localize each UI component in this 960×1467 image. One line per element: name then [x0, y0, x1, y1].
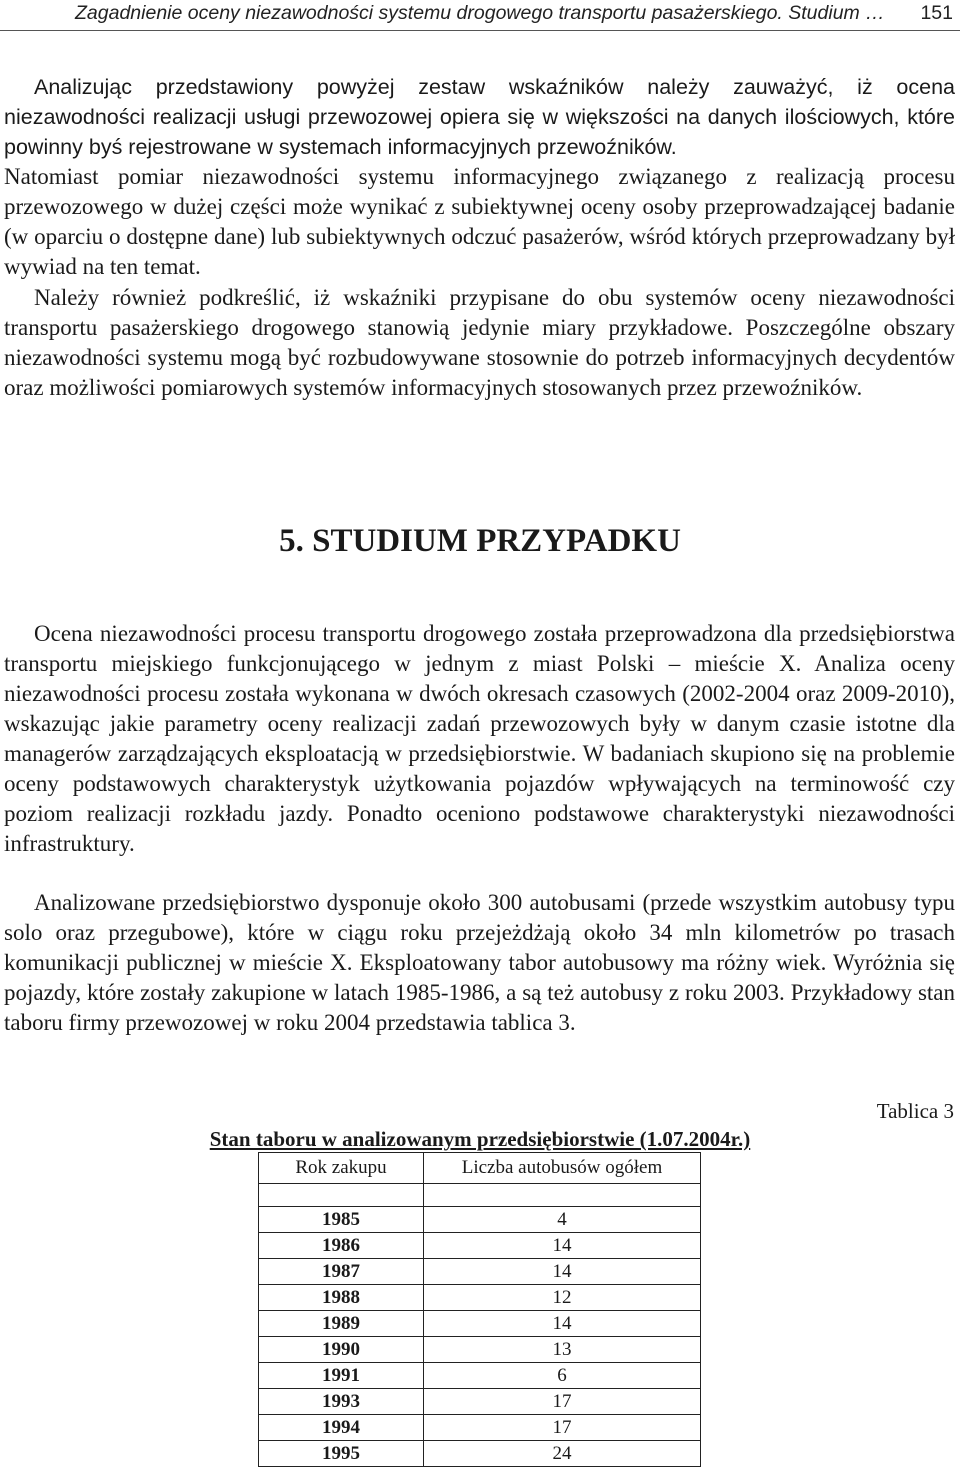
- paragraph-example-measures: Należy również podkreślić, iż wskaźniki przypisane do obu systemów oceny niezawodności transportu pasażerskiego drogowego stanowią jedynie miary przykładowe. Poszczególne obszary niezawodności systemu mogą być rozbudowywane stosownie do potrzeb informacyjnych decydentów oraz możliwości pomiarowych systemów informacyjnych stosowanych przez przewoźników.: [4, 285, 955, 400]
- count-cell: 6: [424, 1363, 701, 1389]
- table-row: [259, 1415, 701, 1441]
- year-cell: 1988: [259, 1285, 424, 1311]
- fleet-table: [258, 1152, 701, 1467]
- column-header-count: Liczba autobusów ogółem: [424, 1153, 701, 1184]
- count-cell: 14: [424, 1311, 701, 1337]
- year-cell: 1989: [259, 1311, 424, 1337]
- year-cell: 1995: [259, 1441, 424, 1467]
- year-cell: 1987: [259, 1259, 424, 1285]
- year-cell: 1990: [259, 1337, 424, 1363]
- count-cell: 17: [424, 1389, 701, 1415]
- paragraph-indicators: Analizując przedstawiony powyżej zestaw wskaźników należy zauważyć, iż ocena niezawodności realizacji usługi przewozowej opiera się w większości na danych ilościowych, które powinny byś rejestrowane w systemach informacyjnych przewoźników.: [4, 75, 955, 159]
- section-heading: 5. STUDIUM PRZYPADKU: [279, 523, 681, 559]
- count-cell: 4: [424, 1207, 701, 1233]
- table-spacer-row: [259, 1184, 701, 1207]
- paragraph-information-system: Natomiast pomiar niezawodności systemu informacyjnego związanego z realizacją procesu przewozowego w dużej części może wynikać z subiektywnej oceny osoby przeprowadzającej badanie (w oparciu o dostępne dane) lub subiektywnych odczuć pasażerów, wśród których przeprowadzany był wywiad na ten temat.: [4, 164, 955, 279]
- table-title: Stan taboru w analizowanym przedsiębiorstwie (1.07.2004r.): [209, 1127, 751, 1151]
- year-cell: 1985: [259, 1207, 424, 1233]
- count-cell: 17: [424, 1415, 701, 1441]
- count-cell: 13: [424, 1337, 701, 1363]
- table-row: [259, 1233, 701, 1259]
- paragraph-case-study: Ocena niezawodności procesu transportu drogowego została przeprowadzona dla przedsiębiorstwa transportu miejskiego funkcjonującego w jednym z miast Polski – mieście X. Analiza oceny niezawodności procesu została wykonana w dwóch okresach czasowych (2002-2004 oraz 2009-2010), wskazując jakie parametry oceny realizacji zadań przewozowych były w danym czasie istotne dla managerów zarządzających eksploatacją w przedsiębiorstwie. W badaniach skupiono się na problemie oceny podstawowych charakterystyk użytkowania pojazdów wpływających na terminowość czy poziom realizacji rozkładu jazdy. Ponadto oceniono podstawowe charakterystyki niezawodności infrastruktury.: [4, 621, 955, 856]
- table-row: [259, 1285, 701, 1311]
- table-row: [259, 1311, 701, 1337]
- table-label: Tablica 3: [876, 1099, 954, 1123]
- header-rule: [0, 30, 960, 31]
- table-row: [259, 1207, 701, 1233]
- year-cell: 1994: [259, 1415, 424, 1441]
- year-cell: 1986: [259, 1233, 424, 1259]
- table-row: [259, 1441, 701, 1467]
- running-header: [0, 0, 960, 30]
- header-title: Zagadnienie oceny niezawodności systemu drogowego transportu pasażerskiego. Studium …: [75, 2, 885, 24]
- count-cell: 24: [424, 1441, 701, 1467]
- paragraph-fleet: Analizowane przedsiębiorstwo dysponuje około 300 autobusami (przede wszystkim autobusy typu solo oraz przegubowe), które w ciągu roku przejeżdżają około 34 mln kilometrów po trasach komunikacji publicznej w mieście X. Eksploatowany tabor autobusowy ma różny wiek. Wyróżnia się pojazdy, które zostały zakupione w latach 1985-1986, a są też autobusy z roku 2003. Przykładowy stan taboru firmy przewozowej w roku 2004 przedstawia tablica 3.: [4, 890, 955, 1035]
- table-row: [259, 1389, 701, 1415]
- count-cell: 14: [424, 1259, 701, 1285]
- page-number: 151: [920, 2, 953, 24]
- year-cell: 1993: [259, 1389, 424, 1415]
- count-cell: 14: [424, 1233, 701, 1259]
- count-cell: 12: [424, 1285, 701, 1311]
- table-row: [259, 1259, 701, 1285]
- table-row: [259, 1337, 701, 1363]
- table-row: [259, 1363, 701, 1389]
- table-header-row: [259, 1153, 701, 1184]
- year-cell: 1991: [259, 1363, 424, 1389]
- column-header-year: Rok zakupu: [259, 1153, 424, 1184]
